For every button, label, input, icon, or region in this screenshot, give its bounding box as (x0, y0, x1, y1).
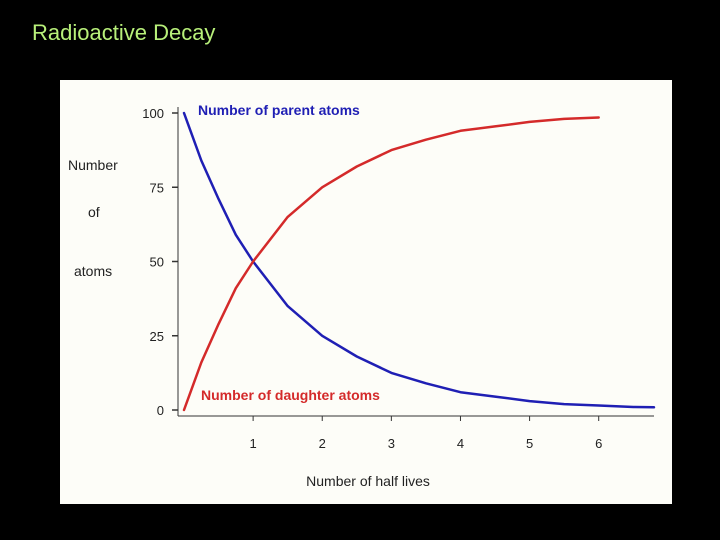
series-label-daughter: Number of daughter atoms (201, 387, 380, 403)
x-tick-label-4: 4 (456, 436, 465, 451)
series-line-daughter (184, 118, 599, 411)
y-tick-label-75: 75 (149, 180, 164, 196)
y-axis-label-line-3: atoms (74, 263, 113, 279)
y-axis-label-line-2: of (88, 204, 100, 220)
y-tick-label-50: 50 (149, 254, 164, 270)
chart-canvas (60, 80, 672, 504)
y-tick-label-25: 25 (149, 328, 164, 344)
x-tick-label-1: 1 (249, 436, 257, 451)
y-axis-label-line-1: Number (68, 157, 118, 173)
x-tick-label-3: 3 (387, 436, 395, 451)
x-tick-label-2: 2 (318, 436, 326, 451)
x-tick-label-5: 5 (525, 436, 534, 451)
slide-title: Radioactive Decay (32, 20, 216, 45)
series-label-parent: Number of parent atoms (198, 102, 360, 118)
y-tick-label-0: 0 (156, 403, 164, 418)
y-tick-label-100: 100 (142, 106, 164, 121)
decay-chart (60, 80, 672, 504)
x-tick-label-6: 6 (595, 436, 603, 451)
x-axis-label: Number of half lives (306, 473, 430, 489)
